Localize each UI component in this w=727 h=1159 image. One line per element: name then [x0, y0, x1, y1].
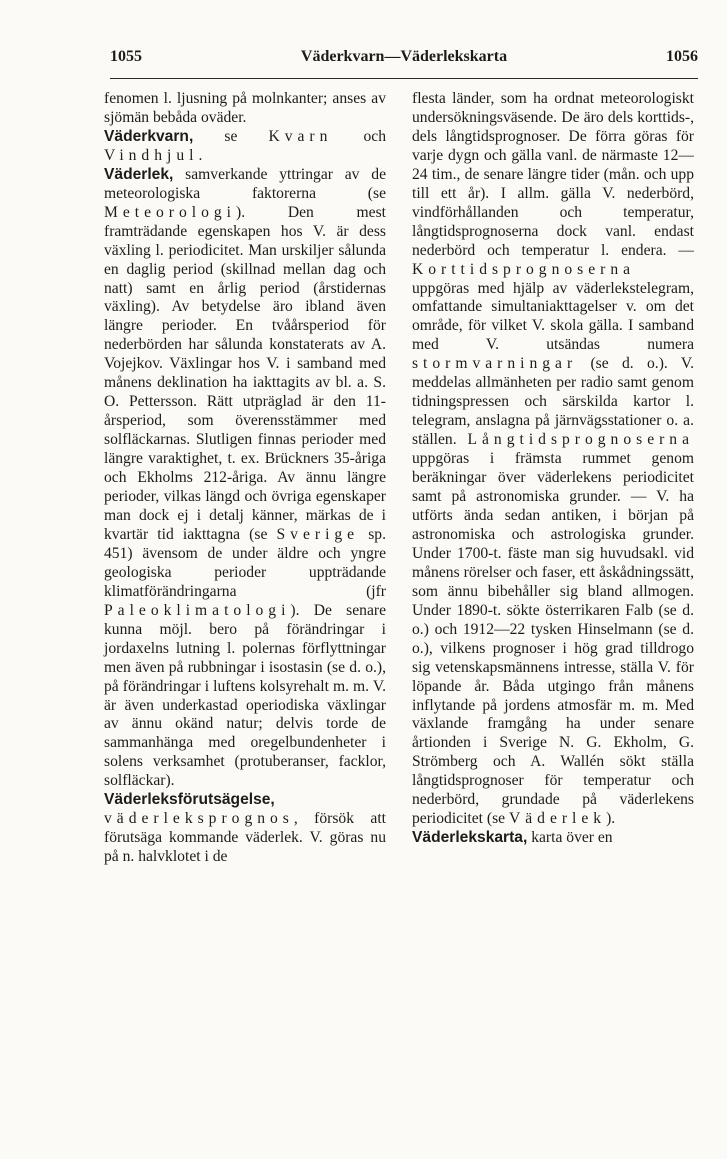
paragraph: [104, 166, 386, 791]
headword: Väderlekskarta,: [412, 829, 528, 847]
paragraph: [104, 90, 386, 128]
left-column: [104, 90, 386, 867]
cross-reference: stormvarningar: [412, 355, 578, 373]
cross-reference: Vindhjul: [104, 146, 199, 164]
cross-reference: Långtidsprognoserna: [467, 431, 694, 449]
text-run: samverkande yttringar av de meteorologiska faktorerna (se: [104, 165, 386, 202]
headword: Väderleksförutsägelse,: [104, 791, 275, 809]
text-run: karta över en: [527, 829, 613, 847]
text-run: sp. 451) ävensom de under äldre och yngre geologiska perioder uppträdande klimatförändringarna (jfr: [104, 525, 386, 600]
text-run: och: [332, 127, 386, 145]
text-run: uppgöras i främsta rummet genom beräkningar över väderlekens periodicitet samt på astronomiska grunder. — V. ha utförts ända sedan antiken, i början på astronomiska och astrologiska grunder. Under 1700-t. fäste man sig huvudsakl. vid månens rörelser och faser, ett åskådningssätt, som ännu bibehåller sig bland allmogen. Under 1890-t. sökte österrikaren Falb (se d. o.) och 1912—22 tysken Hinselmann (se d. o.), vilkens prognoser i hög grad tilldrogo sig vetenskapsmännens intresse, ställa V. för löpande år. Båda utgingo från månens inflytande på jordens atmosfär m. m. Med växlande framgång ha under senare årtionden i Sverige N. G. Ekholm, G. Strömberg och A. Wallén sökt ställa långtidsprognoser för temperatur och nederbörd, grundade på väderlekens periodicitet (se: [412, 450, 694, 828]
cross-reference: Sverige: [276, 525, 360, 543]
paragraph: [412, 829, 694, 848]
header-rule: [110, 78, 698, 79]
text-run: se: [193, 127, 269, 145]
text-run: flesta länder, som ha ordnat meteorologiskt undersökningsväsende. De äro dels korttids-, dels långtidsprognoser. De förra göras för varje dygn och gälla vanl. de närmaste 12—24 tim., de senare längre tider (mån. och upp till ett år). I allm. gälla V. nederbörd, vindförhållanden och temperatur, långtidsprognoserna dock vanl. endast nederbörd och temperatur l. endera. —: [412, 90, 694, 259]
cross-reference: Väderlek: [509, 810, 607, 828]
text-run: , försök att förutsäga kommande väderlek. V. göras nu på n. halvklotet i de: [104, 810, 386, 866]
headword: Väderkvarn,: [104, 127, 194, 145]
text-run: ).: [606, 810, 616, 828]
text-run: fenomen l. ljusning på molnkanter; anses av sjömän bebåda oväder.: [104, 90, 386, 126]
right-column: [412, 90, 694, 848]
cross-reference: Kvarn: [268, 127, 333, 145]
cross-reference: Meteorologi: [104, 203, 236, 221]
paragraph: [104, 791, 386, 867]
headword: Väderlek,: [104, 165, 174, 183]
page-header: [110, 48, 698, 72]
text-run: ). Den mest framträdande egenskapen hos V. är dess växling l. periodicitet. Man urskiljer sålunda en daglig period (skillnad mellan dag och natt) samt en årlig period (årstidernas växling). Av betydelse äro ibland även längre perioder. En tvåårsperiod för nederbörden har sålunda konstaterats av A. Vojejkov. Växlingar hos V. i samband med månens deklination ha iakttagits av bl. a. S. O. Pettersson. Rätt utpräglad är den 11-årsperiod, som överensstämmer med solfläckarnas. Slutligen finnas perioder med längre varaktighet, t. ex. Brückners 35-åriga och Ekholms 212-åriga. Av ännu längre perioder, vilkas längd och övriga egenskaper man dock ej i detalj känner, märkas de i kvartär tid iakttagna (se: [104, 203, 386, 543]
running-title: Väderkvarn—Väderlekskarta: [300, 48, 508, 65]
cross-reference: väderleksprognos: [104, 810, 294, 828]
paragraph: [104, 128, 386, 166]
page-number-left: 1055: [110, 48, 142, 65]
text-run: uppgöras med hjälp av väderlekstelegram, omfattande simultaniakttagelser v. om det område, för vilket V. skola gälla. I samband med V. utsändas numera: [412, 279, 694, 354]
text-run: (se d. o.). V. meddelas allmänheten per radio samt genom tidningspressen och särskilda kartor l. telegram, anslagna på järnvägsstationer o. a. ställen.: [412, 355, 694, 449]
text-run: .: [198, 146, 203, 164]
text-run: ). De senare kunna möjl. bero på förändringar i jordaxelns lutning l. polernas förflyttningar men även på rubbningar i isostasin (se d. o.), på förändringar i luftens kolsyrehalt m. m. V. är även underkastad operiodiska växlingar av ännu okänd natur; delvis torde de sammanhänga med oregelbundenheter i solens verksamhet (protuberanser, facklor, solfläckar).: [104, 601, 386, 790]
paragraph: [412, 90, 694, 829]
cross-reference: Paleoklimatologi: [104, 601, 291, 619]
cross-reference: Korttidsprognoserna: [412, 260, 636, 278]
page-number-right: 1056: [666, 48, 698, 65]
